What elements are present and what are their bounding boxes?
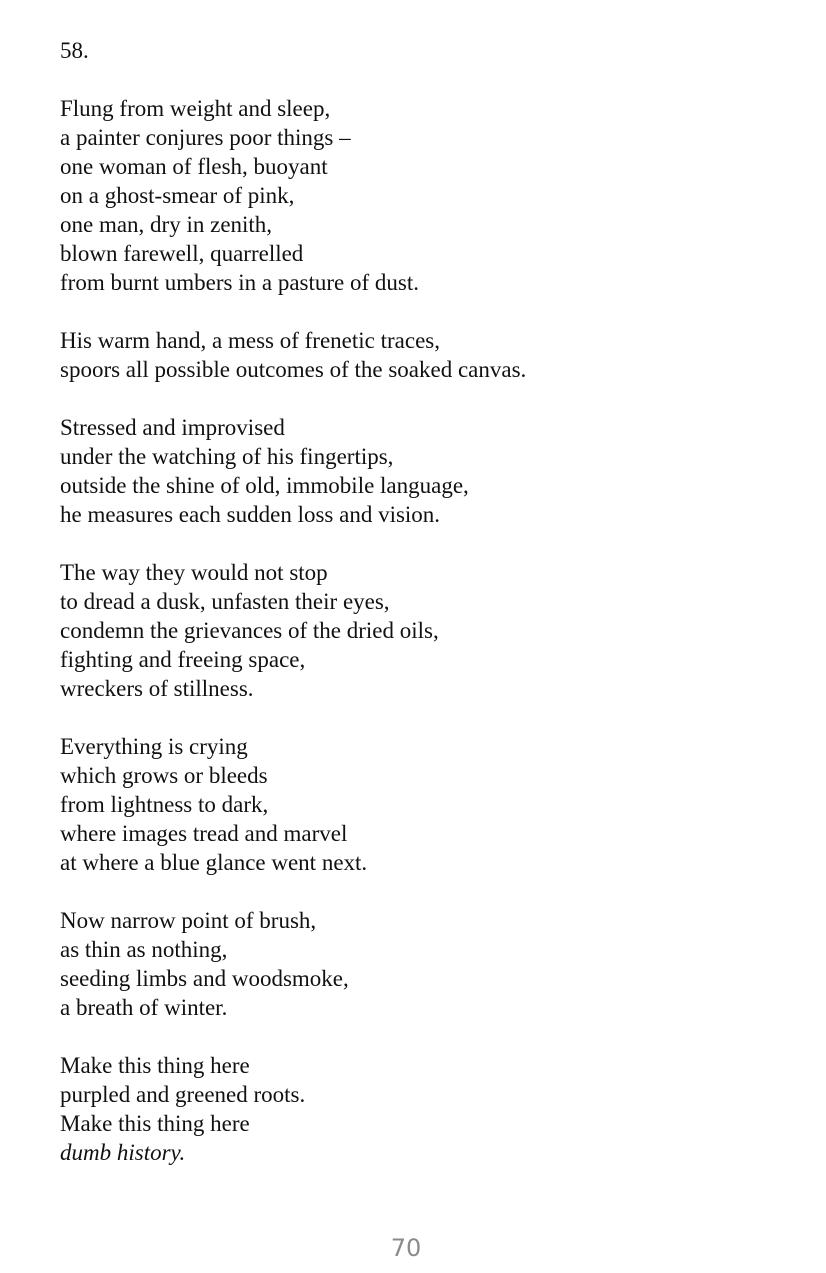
poem-line: outside the shine of old, immobile language, (60, 473, 469, 498)
poem-line: one man, dry in zenith, (60, 212, 273, 237)
poem-line: His warm hand, a mess of frenetic traces, (60, 328, 440, 353)
poem-line: which grows or bleeds (60, 763, 268, 788)
poem-line: wreckers of stillness. (60, 676, 254, 701)
poem-line: condemn the grievances of the dried oils, (60, 618, 439, 643)
poem-line: a painter conjures poor things – (60, 125, 351, 150)
poem-line: from burnt umbers in a pasture of dust. (60, 270, 419, 295)
poem-line: from lightness to dark, (60, 792, 269, 817)
poem-line: under the watching of his fingertips, (60, 444, 394, 469)
poem-line: Now narrow point of brush, (60, 908, 317, 933)
poem-line: Stressed and improvised (60, 415, 285, 440)
poem-line-italic: dumb history. (60, 1140, 186, 1165)
poem-line: as thin as nothing, (60, 937, 228, 962)
stanza-6 (60, 906, 780, 1022)
stanza-7 (60, 1051, 780, 1167)
poem-number: 58. (60, 38, 89, 63)
poem-line: on a ghost-smear of pink, (60, 183, 295, 208)
stanza-5 (60, 732, 780, 877)
poem-line: The way they would not stop (60, 560, 328, 585)
poem-line: seeding limbs and woodsmoke, (60, 966, 349, 991)
poem-line: spoors all possible outcomes of the soaked canvas. (60, 357, 527, 382)
poem-line: Make this thing here (60, 1053, 250, 1078)
poem-line: Everything is crying (60, 734, 248, 759)
poem-line: a breath of winter. (60, 995, 228, 1020)
poem-page (60, 36, 780, 1196)
poem-line: one woman of flesh, buoyant (60, 154, 328, 179)
poem-line: fighting and freeing space, (60, 647, 306, 672)
poem-line: purpled and greened roots. (60, 1082, 306, 1107)
poem-line: he measures each sudden loss and vision. (60, 502, 441, 527)
stanza-2 (60, 326, 780, 384)
poem-line: blown farewell, quarrelled (60, 241, 304, 266)
poem-line: Flung from weight and sleep, (60, 96, 331, 121)
page-number: 70 (390, 1234, 422, 1262)
stanza-3 (60, 413, 780, 529)
stanza-4 (60, 558, 780, 703)
poem-line: at where a blue glance went next. (60, 850, 368, 875)
poem-line: to dread a dusk, unfasten their eyes, (60, 589, 390, 614)
poem-line: where images tread and marvel (60, 821, 348, 846)
stanza-1 (60, 94, 780, 297)
poem-line: Make this thing here (60, 1111, 250, 1136)
